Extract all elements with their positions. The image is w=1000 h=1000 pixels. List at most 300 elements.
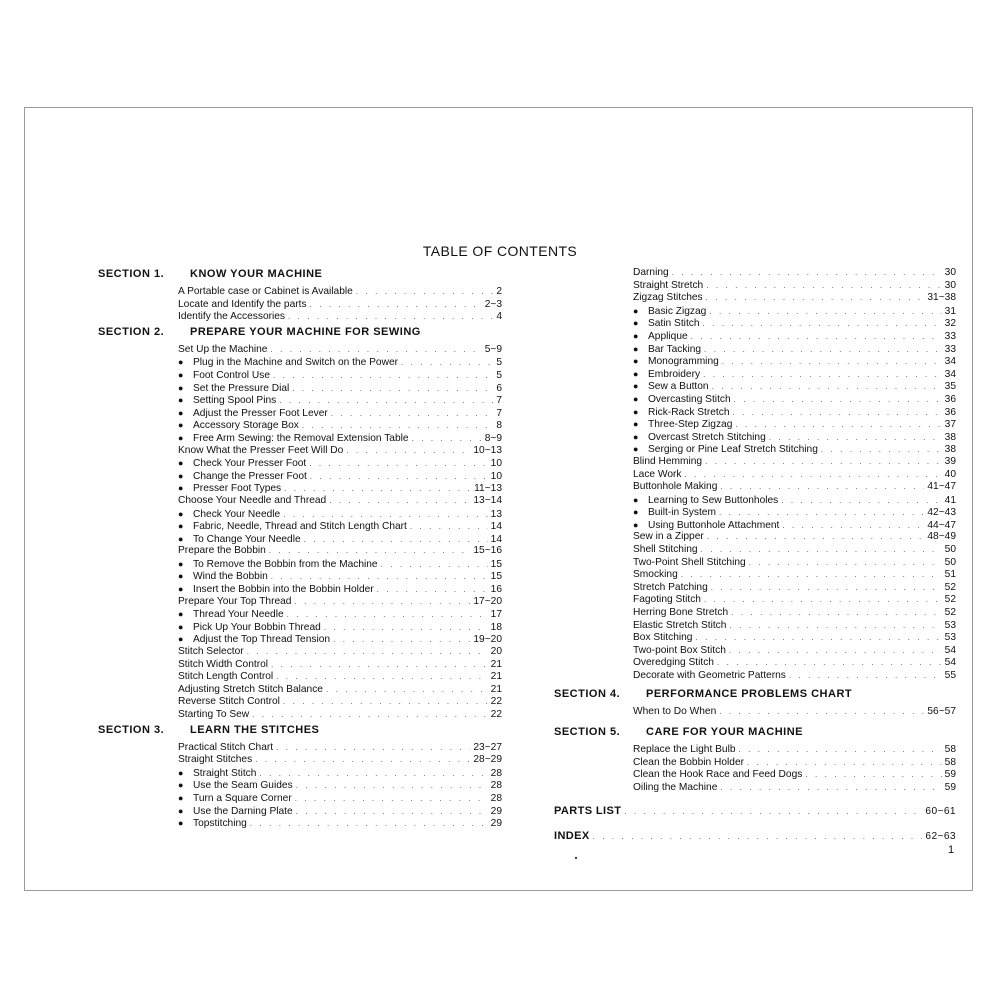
toc-entry (178, 817, 502, 830)
section-number: SECTION 4. (554, 687, 621, 700)
toc-entry-label: Fabric, Needle, Thread and Stitch Length Chart (193, 521, 407, 533)
toc-entry (633, 343, 956, 356)
toc-entry-list (633, 744, 956, 794)
toc-section (98, 723, 502, 830)
toc-entry (633, 355, 956, 368)
dot-leader (295, 793, 488, 806)
dot-leader (789, 670, 942, 683)
toc-entry-page: 50 (944, 556, 956, 568)
toc-entry (178, 369, 502, 382)
bullet-icon: ● (633, 356, 639, 367)
print-speck (575, 857, 577, 859)
index-entry-label: INDEX (554, 829, 590, 842)
toc-entry-page: 5 (496, 369, 502, 381)
toc-entry (633, 519, 956, 532)
toc-entry-label: Darning (633, 267, 669, 278)
toc-entry-list (633, 267, 956, 683)
toc-entry-label: Starting To Sew (178, 709, 250, 720)
toc-entry-label: Set Up the Machine (178, 343, 268, 355)
toc-entry-page: 53 (944, 632, 956, 644)
toc-entry (633, 292, 956, 305)
toc-entry-page: 13~14 (473, 494, 502, 506)
toc-entry-page: 28 (490, 792, 502, 804)
toc-entry-label: Reverse Stitch Control (178, 696, 280, 708)
dot-leader (695, 632, 941, 645)
toc-entry-page: 14 (490, 533, 502, 545)
toc-entry-label: Satin Stitch (648, 318, 700, 330)
toc-entry-page: 48~49 (927, 531, 956, 543)
dot-leader (331, 408, 494, 421)
dot-leader (356, 286, 494, 299)
toc-entry-label: Identify the Accessories (178, 311, 286, 323)
toc-entry-label: Sew in a Zipper (633, 531, 704, 543)
toc-entry-label: Wind the Bobbin (193, 571, 268, 583)
dot-leader (279, 395, 493, 408)
toc-entry (178, 696, 502, 709)
toc-entry-label: To Remove the Bobbin from the Machine (193, 558, 378, 570)
dot-leader (701, 544, 942, 557)
index-entry-page: 62~63 (925, 830, 956, 842)
toc-entry-page: 41~47 (927, 481, 956, 493)
section-title: PREPARE YOUR MACHINE FOR SEWING (190, 325, 421, 338)
dot-leader (729, 620, 941, 633)
toc-entry-label: Fagoting Stitch (633, 594, 701, 606)
toc-entry-label: Overedging Stitch (633, 657, 714, 669)
toc-entry-page: 34 (944, 368, 956, 380)
dot-leader (288, 311, 493, 324)
toc-entry-label: Zigzag Stitches (633, 292, 703, 304)
bullet-icon: ● (178, 521, 184, 532)
dot-leader (781, 495, 941, 508)
toc-entry-label: Check Your Presser Foot (193, 458, 307, 470)
toc-entry-label: Presser Foot Types (193, 483, 282, 495)
toc-entry-page: 7 (496, 407, 502, 419)
section-heading (98, 325, 502, 341)
toc-entry (178, 394, 502, 407)
toc-entry-label: Decorate with Geometric Patterns (633, 670, 786, 681)
toc-entry-page: 19~20 (473, 634, 502, 646)
toc-entry-label: A Portable case or Cabinet is Available (178, 286, 353, 297)
bullet-icon: ● (178, 407, 184, 418)
bullet-icon: ● (178, 382, 184, 393)
toc-entry (178, 633, 502, 646)
bullet-icon: ● (633, 519, 639, 530)
toc-entry (633, 706, 956, 719)
toc-entry-page: 5 (496, 357, 502, 369)
toc-section (98, 267, 502, 324)
toc-entry-page: 31~38 (927, 292, 956, 304)
bullet-icon: ● (178, 621, 184, 632)
toc-entry-list (178, 344, 502, 722)
bullet-icon: ● (178, 805, 184, 816)
toc-entry (633, 607, 956, 620)
toc-entry-page: 8~9 (484, 432, 502, 444)
dot-leader (255, 754, 470, 767)
toc-entry-page: 15~16 (473, 545, 502, 557)
dot-leader (624, 805, 922, 819)
toc-entry (178, 457, 502, 470)
left-column (98, 266, 502, 830)
dot-leader (276, 671, 488, 684)
bullet-icon: ● (178, 357, 184, 368)
toc-entry-label: Stitch Length Control (178, 671, 274, 683)
dot-leader (719, 706, 924, 719)
toc-entry-page: 33 (944, 343, 956, 355)
toc-entry-label: Two-point Box Stitch (633, 644, 726, 656)
toc-entry-label: Adjust the Top Thread Tension (193, 634, 331, 646)
bullet-icon: ● (178, 369, 184, 380)
bullet-icon: ● (178, 470, 184, 481)
toc-entry-page: 59 (944, 769, 956, 781)
toc-entry-page: 29 (490, 818, 502, 830)
bullet-icon: ● (633, 494, 639, 505)
dot-leader (685, 469, 942, 482)
toc-entry-label: Stitch Selector (178, 646, 244, 658)
toc-entry (178, 754, 502, 767)
dot-leader (271, 571, 488, 584)
toc-entry-page: 14 (490, 521, 502, 533)
toc-entry (178, 533, 502, 546)
dot-leader (410, 521, 488, 534)
toc-section (554, 687, 956, 719)
toc-entry-label: Lace Work (633, 468, 682, 480)
toc-entry (178, 482, 502, 495)
toc-entry-label: Clean the Bobbin Holder (633, 756, 745, 768)
toc-entry (633, 620, 956, 633)
dot-leader (250, 818, 488, 831)
toc-entry-page: 40 (944, 468, 956, 480)
toc-entry-page: 37 (944, 419, 956, 431)
page-title: TABLE OF CONTENTS (422, 243, 578, 259)
toc-entry-page: 21 (490, 671, 502, 683)
toc-entry (633, 469, 956, 482)
toc-entry (633, 582, 956, 595)
dot-leader (326, 684, 488, 697)
dot-leader (296, 780, 488, 793)
toc-entry (178, 742, 502, 755)
toc-entry (633, 657, 956, 670)
toc-entry-page: 41 (944, 494, 956, 506)
dot-leader (269, 545, 471, 558)
toc-entry (633, 670, 956, 683)
toc-entry-page: 52 (944, 594, 956, 606)
toc-entry (178, 545, 502, 558)
dot-leader (739, 744, 942, 757)
toc-entry (178, 419, 502, 432)
toc-entry-label: Bar Tacking (648, 343, 702, 355)
toc-entry-label: Overcasting Stitch (648, 393, 731, 405)
dot-leader (276, 742, 470, 755)
dot-leader (329, 495, 470, 508)
toc-entry-page: 36 (944, 393, 956, 405)
toc-entry-page: 7 (496, 395, 502, 407)
bullet-icon: ● (633, 419, 639, 430)
toc-entry-page: 39 (944, 455, 956, 467)
toc-entry-label: Smocking (633, 569, 678, 581)
toc-entry-page: 28~29 (473, 754, 502, 766)
toc-entry-page: 59 (944, 781, 956, 793)
dot-leader (720, 481, 924, 494)
toc-entry-page: 50 (944, 544, 956, 556)
toc-entry-page: 11~13 (474, 483, 502, 495)
toc-entry (633, 305, 956, 318)
toc-entry-label: Setting Spool Pins (193, 395, 277, 407)
toc-entry-label: Topstitching (193, 818, 247, 830)
bullet-icon: ● (178, 395, 184, 406)
dot-leader (259, 768, 487, 781)
toc-entry-label: Prepare Your Top Thread (178, 595, 292, 607)
toc-entry-label: Straight Stitch (193, 767, 257, 779)
dot-leader (712, 381, 942, 394)
toc-entry (178, 432, 502, 445)
toc-entry-label: Shell Stitching (633, 544, 698, 556)
section-number: SECTION 3. (98, 723, 165, 736)
toc-entry (633, 782, 956, 795)
toc-entry-page: 31 (944, 305, 956, 317)
toc-entry (633, 544, 956, 557)
toc-entry-label: Overcast Stretch Stitching (648, 431, 766, 443)
dot-leader (294, 596, 470, 609)
section-heading (554, 725, 956, 741)
dot-leader (722, 356, 942, 369)
bullet-icon: ● (178, 458, 184, 469)
toc-entry-page: 21 (490, 683, 502, 695)
toc-entry-page: 28 (490, 767, 502, 779)
toc-entry-page: 13 (490, 508, 502, 520)
toc-entry-page: 38 (944, 444, 956, 456)
toc-entry-label: Free Arm Sewing: the Removal Extension Table (193, 432, 409, 444)
toc-entry-page: 8 (496, 420, 502, 432)
toc-entry (178, 299, 502, 312)
toc-entry-label: Practical Stitch Chart (178, 741, 274, 753)
toc-entry-label: Use the Darning Plate (193, 805, 293, 817)
toc-entry (633, 481, 956, 494)
toc-entry-label: Replace the Light Bulb (633, 744, 736, 756)
right-column (554, 267, 956, 843)
toc-entry-page: 2 (496, 286, 502, 297)
bullet-icon: ● (178, 792, 184, 803)
dot-leader (309, 458, 487, 471)
toc-entry (633, 317, 956, 330)
toc-entry (178, 805, 502, 818)
toc-entry-page: 5~9 (484, 343, 502, 355)
dot-leader (310, 299, 482, 312)
toc-entry (633, 393, 956, 406)
toc-entry-page: 30 (944, 279, 956, 291)
toc-entry (633, 531, 956, 544)
toc-entry (178, 671, 502, 684)
toc-entry (178, 520, 502, 533)
toc-entry-page: 15 (490, 558, 502, 570)
bullet-icon: ● (633, 431, 639, 442)
bullet-icon: ● (178, 558, 184, 569)
toc-entry-page: 29 (490, 805, 502, 817)
toc-entry-label: Sew a Button (648, 381, 709, 393)
toc-entry (178, 570, 502, 583)
dot-leader (247, 646, 488, 659)
toc-entry-label: Accessory Storage Box (193, 420, 299, 432)
section-heading (98, 723, 502, 739)
toc-entry-label: Plug in the Machine and Switch on the Power (193, 357, 399, 369)
toc-entry-label: To Change Your Needle (193, 533, 301, 545)
dot-leader (711, 582, 942, 595)
toc-entry-page: 16 (490, 584, 502, 596)
toc-entry-label: Change the Presser Foot (193, 470, 307, 482)
toc-entry (178, 407, 502, 420)
parts-list-entry-label: PARTS LIST (554, 804, 622, 817)
dot-leader (704, 594, 942, 607)
toc-entry (178, 792, 502, 805)
dot-leader (672, 267, 942, 280)
toc-entry-page: 23~27 (473, 741, 502, 753)
toc-entry (178, 495, 502, 508)
toc-entry (178, 445, 502, 458)
toc-entry-page: 54 (944, 644, 956, 656)
toc-entry-page: 2~3 (484, 298, 502, 310)
toc-entry-page: 18 (490, 621, 502, 633)
toc-entry-page: 58 (944, 756, 956, 768)
toc-entry (633, 594, 956, 607)
dot-leader (270, 344, 481, 357)
bullet-icon: ● (633, 305, 639, 316)
toc-entry-page: 54 (944, 657, 956, 669)
bullet-icon: ● (178, 571, 184, 582)
toc-entry (633, 557, 956, 570)
toc-entry-label: Herring Bone Stretch (633, 607, 729, 619)
toc-entry-page: 32 (944, 318, 956, 330)
toc-entry-label: Stitch Width Control (178, 658, 269, 670)
bullet-icon: ● (178, 483, 184, 494)
toc-entry (633, 645, 956, 658)
dot-leader (717, 657, 942, 670)
dot-leader (769, 432, 942, 445)
bullet-icon: ● (178, 780, 184, 791)
toc-entry-page: 36 (944, 406, 956, 418)
toc-entry-page: 10~13 (473, 444, 502, 456)
dot-leader (283, 509, 487, 522)
toc-entry-label: Rick-Rack Stretch (648, 406, 730, 418)
toc-entry (633, 443, 956, 456)
toc-entry (633, 406, 956, 419)
toc-entry-list (178, 286, 502, 324)
toc-entry-page: 17~20 (473, 595, 502, 607)
toc-entry (633, 757, 956, 770)
toc-entry-label: Using Buttonhole Attachment (648, 519, 780, 531)
toc-entry (178, 621, 502, 634)
section-title: CARE FOR YOUR MACHINE (646, 726, 803, 739)
toc-entry-label: Blind Hemming (633, 455, 703, 467)
toc-entry-page: 52 (944, 581, 956, 593)
toc-entry-page: 38 (944, 431, 956, 443)
dot-leader (401, 357, 493, 370)
toc-entry-page: 15 (490, 571, 502, 583)
toc-entry-label: Adjust the Presser Foot Lever (193, 407, 328, 419)
toc-entry (178, 470, 502, 483)
dot-leader (302, 420, 493, 433)
toc-entry-page: 58 (944, 744, 956, 756)
toc-entry (633, 632, 956, 645)
toc-entry-label: Choose Your Needle and Thread (178, 494, 327, 506)
dot-leader (729, 645, 942, 658)
toc-entry-label: Monogramming (648, 356, 719, 368)
toc-entry-label: Stretch Patching (633, 581, 708, 593)
bullet-icon: ● (633, 318, 639, 329)
toc-entry (633, 431, 956, 444)
toc-entry-label: Oiling the Machine (633, 781, 718, 793)
toc-entry (633, 368, 956, 381)
toc-entry-label: Two-Point Shell Stitching (633, 556, 746, 568)
dot-leader (273, 370, 493, 383)
dot-leader (381, 559, 488, 572)
toc-entry-label: Set the Pressure Dial (193, 382, 290, 394)
dot-leader (747, 757, 942, 770)
toc-entry (633, 744, 956, 757)
toc-section (98, 325, 502, 722)
dot-leader (704, 344, 942, 357)
toc-entry-label: Built-in System (648, 507, 716, 519)
toc-entry-label: Applique (648, 330, 688, 342)
dot-leader (805, 769, 941, 782)
toc-entry-page: 6 (496, 382, 502, 394)
toc-entry-page: 51 (944, 569, 956, 581)
toc-entry (633, 267, 956, 280)
dot-leader (310, 471, 488, 484)
dot-leader (292, 383, 493, 396)
toc-entry-page: 22 (490, 696, 502, 708)
bullet-icon: ● (633, 343, 639, 354)
toc-entry-label: Embroidery (648, 368, 701, 380)
toc-entry-page: 30 (944, 267, 956, 278)
toc-entry-label: Adjusting Stretch Stitch Balance (178, 683, 323, 695)
dot-leader (734, 394, 942, 407)
dot-leader (271, 659, 488, 672)
toc-entry (633, 456, 956, 469)
toc-entry (633, 769, 956, 782)
bullet-icon: ● (178, 818, 184, 829)
index-entry (554, 829, 956, 843)
toc-entry (178, 508, 502, 521)
toc-entry-label: Straight Stretch (633, 279, 704, 291)
toc-entry-page: 33 (944, 330, 956, 342)
toc-entry-label: Prepare the Bobbin (178, 545, 266, 557)
toc-entry (178, 709, 502, 722)
dot-leader (720, 782, 941, 795)
toc-entry (633, 330, 956, 343)
toc-entry (178, 286, 502, 299)
dot-leader (709, 306, 941, 319)
bullet-icon: ● (178, 767, 184, 778)
bullet-icon: ● (633, 368, 639, 379)
toc-entry (633, 506, 956, 519)
toc-entry (633, 380, 956, 393)
parts-list-entry-page: 60~61 (925, 805, 956, 817)
toc-entry (633, 494, 956, 507)
dot-leader (707, 531, 925, 544)
bullet-icon: ● (633, 507, 639, 518)
toc-entry (178, 583, 502, 596)
toc-entry-label: Insert the Bobbin into the Bobbin Holder (193, 584, 374, 596)
toc-entry (178, 311, 502, 324)
dot-leader (252, 709, 487, 722)
toc-entry-page: 42~43 (927, 507, 956, 519)
bullet-icon: ● (178, 508, 184, 519)
toc-entry-page: 44~47 (927, 519, 956, 531)
toc-entry-label: Elastic Stretch Stitch (633, 619, 727, 631)
bullet-icon: ● (178, 420, 184, 431)
toc-entry-label: Locate and Identify the parts (178, 298, 307, 310)
dot-leader (706, 292, 925, 305)
toc-entry-label: Learning to Sew Buttonholes (648, 494, 779, 506)
